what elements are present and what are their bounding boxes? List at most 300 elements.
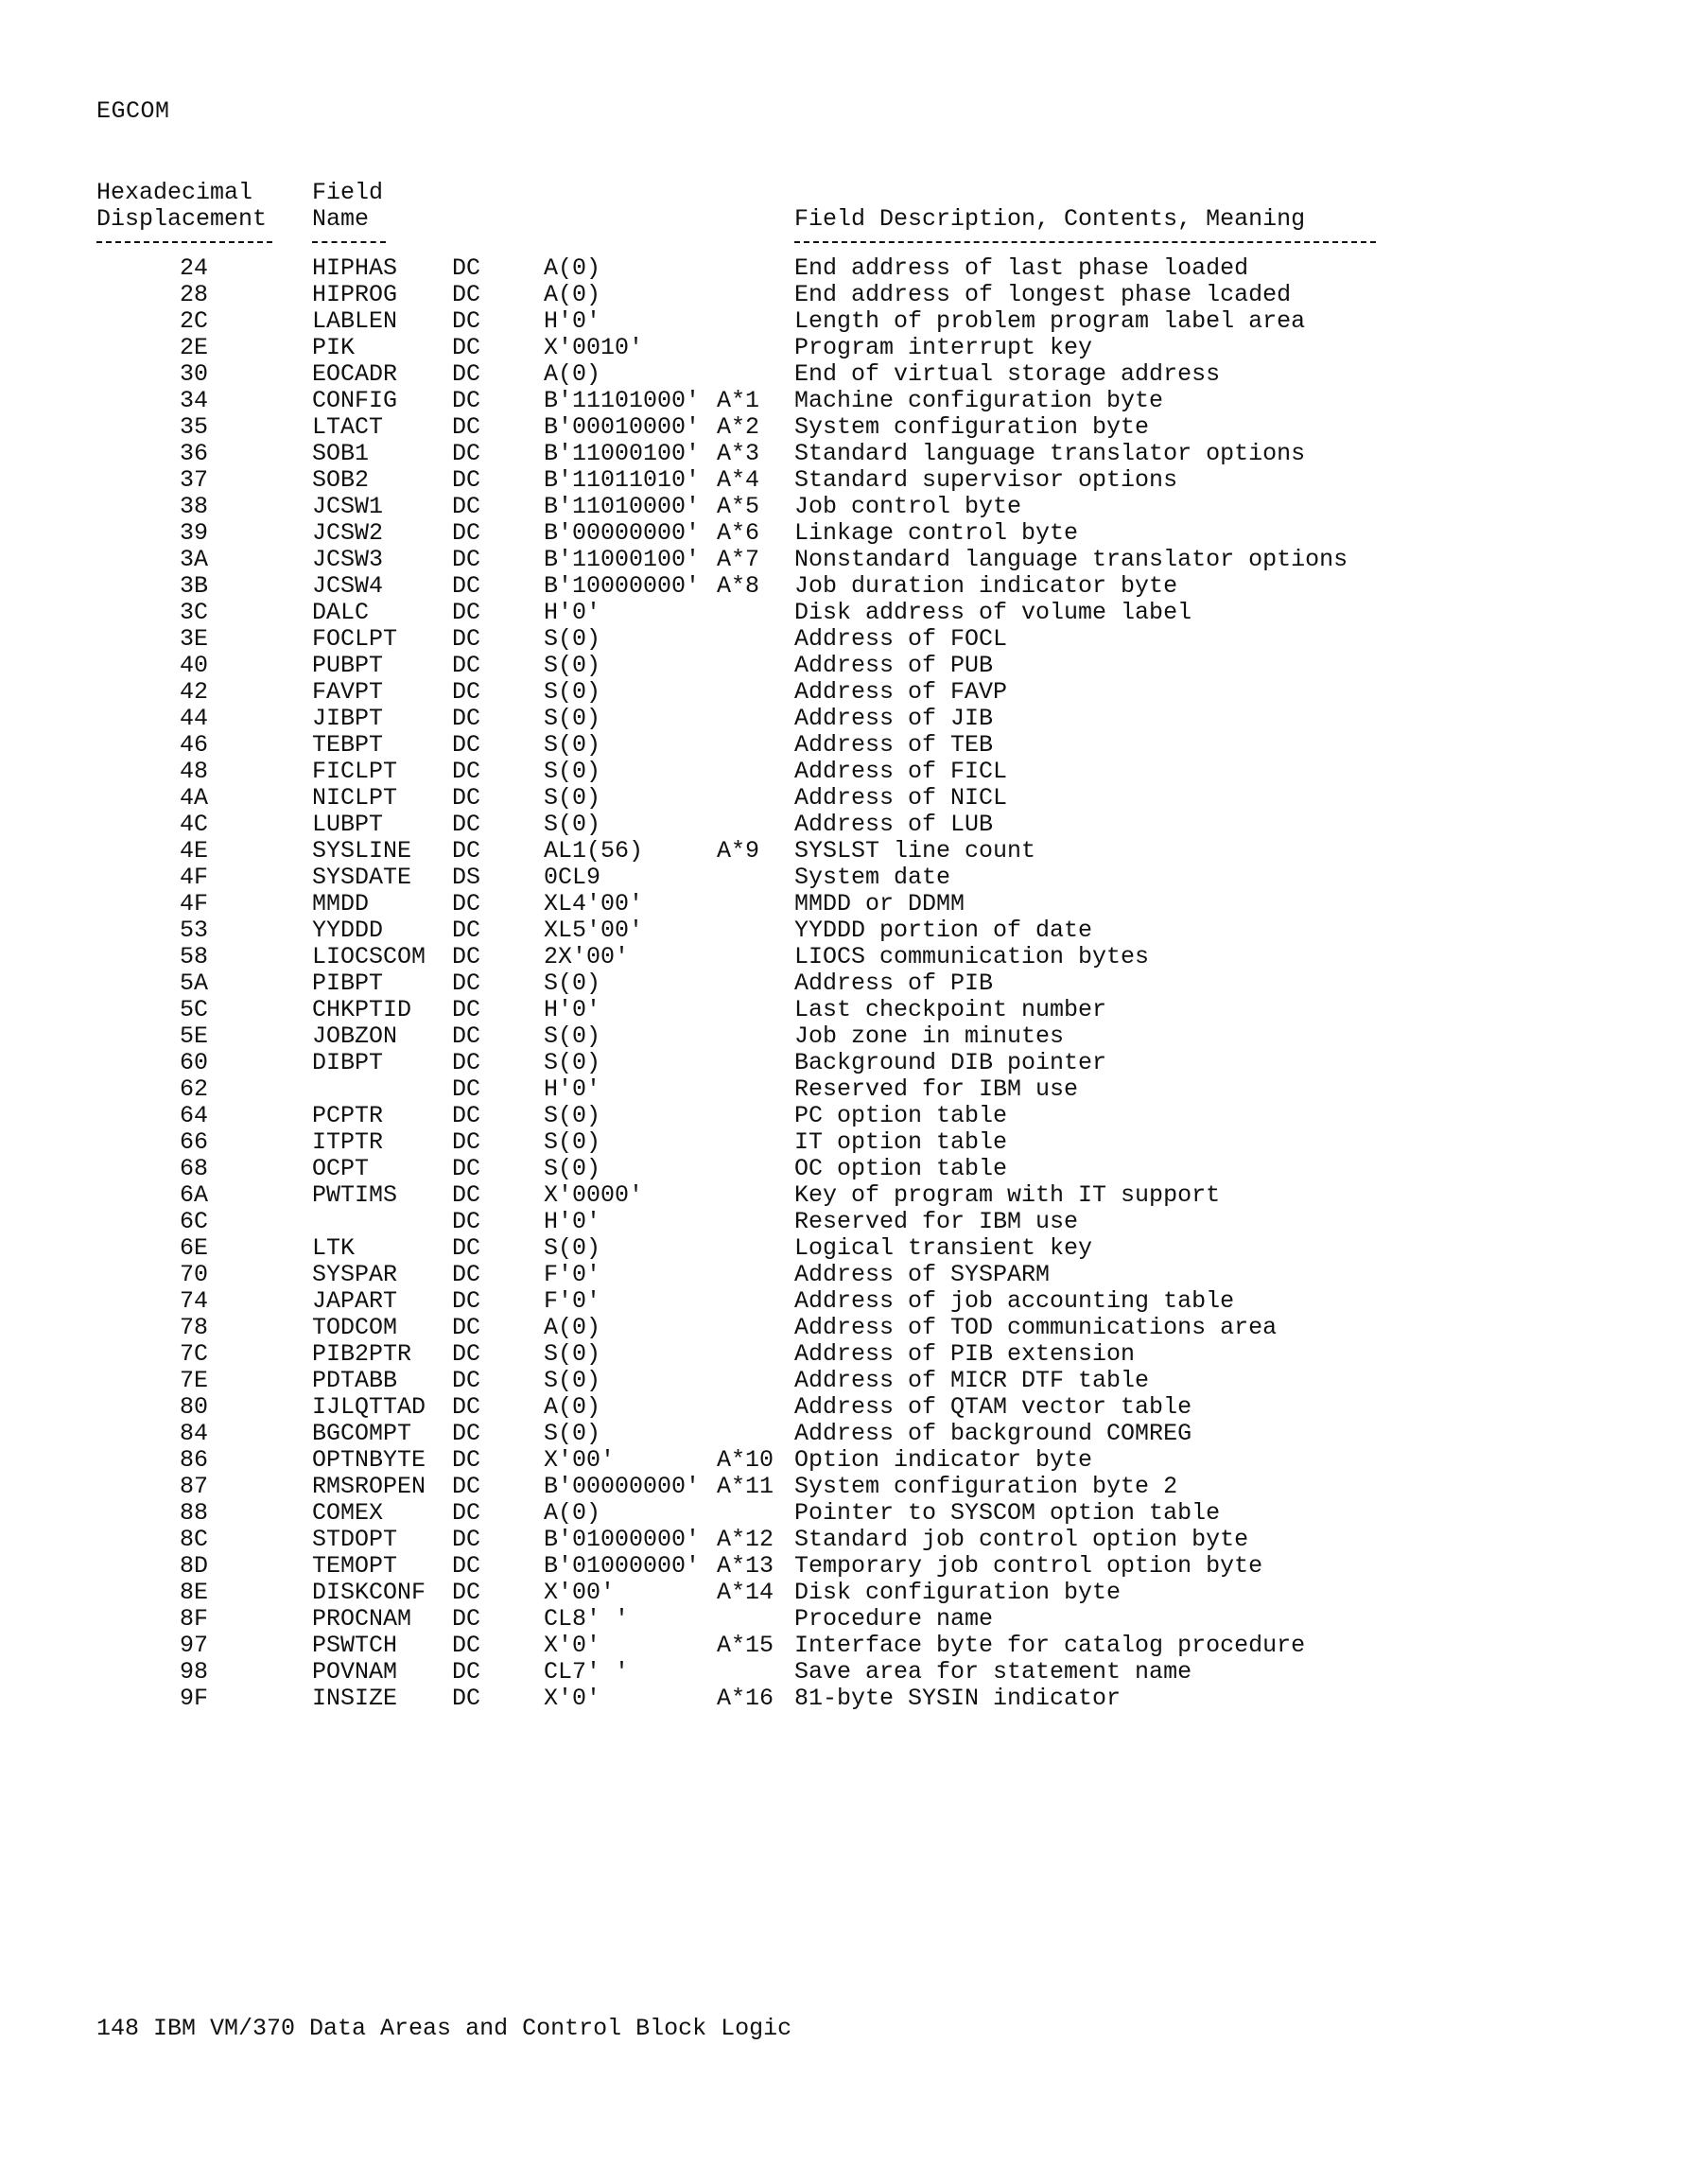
field-name-cell: TODCOM bbox=[312, 1314, 398, 1341]
field-name-cell: PDTABB bbox=[312, 1367, 398, 1394]
field-name-cell: SOB1 bbox=[312, 440, 370, 467]
field-name-cell: FOCLPT bbox=[312, 625, 398, 653]
field-name-cell: SYSPAR bbox=[312, 1261, 398, 1288]
table-row bbox=[0, 891, 1687, 917]
description-cell: Option indicator byte bbox=[794, 1446, 1093, 1474]
table-row bbox=[0, 1209, 1687, 1235]
table-row bbox=[0, 865, 1687, 891]
table-row bbox=[0, 1182, 1687, 1209]
description-cell: Last checkpoint number bbox=[794, 996, 1107, 1023]
table-row bbox=[0, 1633, 1687, 1659]
table-row bbox=[0, 308, 1687, 335]
field-name-cell: FAVPT bbox=[312, 678, 384, 706]
table-row bbox=[0, 547, 1687, 573]
table-row bbox=[0, 944, 1687, 970]
directive-cell: DC bbox=[452, 837, 481, 865]
table-row bbox=[0, 1156, 1687, 1182]
description-cell: LIOCS communication bytes bbox=[794, 943, 1150, 970]
table-row bbox=[0, 785, 1687, 812]
description-cell: Address of FICL bbox=[794, 758, 1008, 785]
operand-cell: H'0' bbox=[544, 996, 601, 1023]
field-name-cell: YYDDD bbox=[312, 917, 384, 944]
description-cell: Address of TOD communications area bbox=[794, 1314, 1278, 1341]
description-cell: Temporary job control option byte bbox=[794, 1552, 1263, 1580]
field-name-cell: CONFIG bbox=[312, 387, 398, 414]
directive-cell: DC bbox=[452, 493, 481, 520]
operand-cell: S(0) bbox=[544, 1234, 601, 1262]
description-cell: Logical transient key bbox=[794, 1234, 1093, 1262]
field-name-cell: COMEX bbox=[312, 1499, 384, 1527]
description-cell: Address of PIB extension bbox=[794, 1340, 1136, 1368]
description-cell: Standard job control option byte bbox=[794, 1526, 1249, 1553]
directive-cell: DC bbox=[452, 546, 481, 573]
directive-cell: DC bbox=[452, 678, 481, 706]
table-row bbox=[0, 838, 1687, 865]
annotation-cell: A*16 bbox=[717, 1685, 774, 1712]
displacement-cell: 46 bbox=[179, 731, 208, 759]
operand-cell: A(0) bbox=[544, 1314, 601, 1341]
description-cell: MMDD or DDMM bbox=[794, 890, 965, 917]
table-row bbox=[0, 1076, 1687, 1103]
displacement-cell: 74 bbox=[179, 1287, 208, 1315]
operand-cell: B'01000000' bbox=[544, 1552, 701, 1580]
field-name-cell: PIBPT bbox=[312, 970, 384, 997]
operand-cell: S(0) bbox=[544, 678, 601, 706]
operand-cell: S(0) bbox=[544, 1049, 601, 1076]
field-name-cell: HIPHAS bbox=[312, 254, 398, 282]
table-row bbox=[0, 1262, 1687, 1288]
directive-cell: DC bbox=[452, 1128, 481, 1156]
table-row bbox=[0, 1659, 1687, 1686]
displacement-cell: 9F bbox=[179, 1685, 208, 1712]
field-name-cell: JOBZON bbox=[312, 1022, 398, 1050]
directive-cell: DC bbox=[452, 1234, 481, 1262]
table-row bbox=[0, 970, 1687, 997]
operand-cell: X'0' bbox=[544, 1685, 601, 1712]
displacement-cell: 30 bbox=[179, 360, 208, 388]
annotation-cell: A*2 bbox=[717, 413, 760, 441]
description-cell: SYSLST line count bbox=[794, 837, 1036, 865]
directive-cell: DC bbox=[452, 387, 481, 414]
field-name-cell: JIBPT bbox=[312, 705, 384, 732]
directive-cell: DC bbox=[452, 705, 481, 732]
description-cell: Job control byte bbox=[794, 493, 1022, 520]
table-row bbox=[0, 467, 1687, 494]
displacement-cell: 7C bbox=[179, 1340, 208, 1368]
operand-cell: B'00000000' bbox=[544, 519, 701, 547]
description-cell: Address of TEB bbox=[794, 731, 994, 759]
operand-cell: H'0' bbox=[544, 1208, 601, 1235]
directive-cell: DC bbox=[452, 254, 481, 282]
displacement-cell: 48 bbox=[179, 758, 208, 785]
field-name-cell: TEMOPT bbox=[312, 1552, 398, 1580]
directive-cell: DC bbox=[452, 1261, 481, 1288]
table-row bbox=[0, 1447, 1687, 1474]
annotation-cell: A*15 bbox=[717, 1632, 774, 1659]
field-name-cell: DIBPT bbox=[312, 1049, 384, 1076]
directive-cell: DC bbox=[452, 1446, 481, 1474]
field-name-cell: JCSW3 bbox=[312, 546, 384, 573]
displacement-cell: 62 bbox=[179, 1075, 208, 1103]
displacement-cell: 53 bbox=[179, 917, 208, 944]
annotation-cell: A*4 bbox=[717, 466, 760, 494]
field-name-cell: LTACT bbox=[312, 413, 384, 441]
directive-cell: DC bbox=[452, 1314, 481, 1341]
directive-cell: DC bbox=[452, 1605, 481, 1633]
field-name-cell: PROCNAM bbox=[312, 1605, 412, 1633]
directive-cell: DC bbox=[452, 1367, 481, 1394]
directive-cell: DC bbox=[452, 943, 481, 970]
displacement-cell: 3B bbox=[179, 572, 208, 600]
operand-cell: F'0' bbox=[544, 1261, 601, 1288]
operand-cell: S(0) bbox=[544, 652, 601, 679]
directive-cell: DC bbox=[452, 625, 481, 653]
operand-cell: S(0) bbox=[544, 1420, 601, 1447]
directive-cell: DC bbox=[452, 811, 481, 838]
directive-cell: DC bbox=[452, 1658, 481, 1686]
table-row bbox=[0, 653, 1687, 679]
directive-cell: DC bbox=[452, 1049, 481, 1076]
directive-cell: DC bbox=[452, 1287, 481, 1315]
description-cell: Program interrupt key bbox=[794, 334, 1093, 361]
field-name-cell: LABLEN bbox=[312, 307, 398, 335]
directive-cell: DC bbox=[452, 1420, 481, 1447]
directive-cell: DC bbox=[452, 1340, 481, 1368]
displacement-cell: 38 bbox=[179, 493, 208, 520]
description-cell: Standard language translator options bbox=[794, 440, 1306, 467]
directive-cell: DC bbox=[452, 1393, 481, 1421]
table-row bbox=[0, 1527, 1687, 1553]
table-row bbox=[0, 494, 1687, 520]
displacement-cell: 3E bbox=[179, 625, 208, 653]
table-row bbox=[0, 573, 1687, 600]
description-cell: Background DIB pointer bbox=[794, 1049, 1107, 1076]
table-row bbox=[0, 1129, 1687, 1156]
directive-cell: DC bbox=[452, 996, 481, 1023]
displacement-cell: 2E bbox=[179, 334, 208, 361]
table-row bbox=[0, 600, 1687, 626]
header-name-line2: Name bbox=[312, 205, 370, 233]
annotation-cell: A*8 bbox=[717, 572, 760, 600]
field-name-cell: TEBPT bbox=[312, 731, 384, 759]
displacement-cell: 64 bbox=[179, 1102, 208, 1129]
directive-cell: DC bbox=[452, 970, 481, 997]
description-cell: Key of program with IT support bbox=[794, 1181, 1221, 1209]
operand-cell: XL4'00' bbox=[544, 890, 644, 917]
operand-cell: X'00' bbox=[544, 1579, 616, 1606]
table-row bbox=[0, 1050, 1687, 1076]
operand-cell: A(0) bbox=[544, 281, 601, 308]
description-cell: Address of LUB bbox=[794, 811, 994, 838]
description-cell: Job duration indicator byte bbox=[794, 572, 1178, 600]
operand-cell: H'0' bbox=[544, 307, 601, 335]
description-cell: YYDDD portion of date bbox=[794, 917, 1093, 944]
field-name-cell: EOCADR bbox=[312, 360, 398, 388]
page-footer: 148 IBM VM/370 Data Areas and Control Block Logic bbox=[96, 2015, 792, 2042]
field-name-cell: NICLPT bbox=[312, 784, 398, 812]
displacement-cell: 4E bbox=[179, 837, 208, 865]
field-name-cell: ITPTR bbox=[312, 1128, 384, 1156]
operand-cell: S(0) bbox=[544, 970, 601, 997]
table-row bbox=[0, 1368, 1687, 1394]
description-cell: Save area for statement name bbox=[794, 1658, 1192, 1686]
operand-cell: B'01000000' bbox=[544, 1526, 701, 1553]
operand-cell: S(0) bbox=[544, 784, 601, 812]
description-cell: Address of FAVP bbox=[794, 678, 1008, 706]
description-cell: Nonstandard language translator options bbox=[794, 546, 1348, 573]
operand-cell: B'00010000' bbox=[544, 413, 701, 441]
directive-cell: DC bbox=[452, 1632, 481, 1659]
displacement-cell: 4F bbox=[179, 890, 208, 917]
operand-cell: 0CL9 bbox=[544, 864, 601, 891]
page-header: EGCOM bbox=[96, 97, 170, 125]
directive-cell: DC bbox=[452, 917, 481, 944]
operand-cell: B'11000100' bbox=[544, 546, 701, 573]
operand-cell: F'0' bbox=[544, 1287, 601, 1315]
displacement-cell: 8D bbox=[179, 1552, 208, 1580]
field-name-cell: BGCOMPT bbox=[312, 1420, 412, 1447]
directive-cell: DC bbox=[452, 1208, 481, 1235]
description-cell: Address of SYSPARM bbox=[794, 1261, 1051, 1288]
operand-cell: B'10000000' bbox=[544, 572, 701, 600]
annotation-cell: A*13 bbox=[717, 1552, 774, 1580]
header-name-line1: Field bbox=[312, 179, 384, 206]
directive-cell: DC bbox=[452, 1022, 481, 1050]
field-name-cell: SOB2 bbox=[312, 466, 370, 494]
field-name-cell: RMSROPEN bbox=[312, 1473, 426, 1500]
field-name-cell: INSIZE bbox=[312, 1685, 398, 1712]
operand-cell: S(0) bbox=[544, 705, 601, 732]
displacement-cell: 6E bbox=[179, 1234, 208, 1262]
description-cell: Disk address of volume label bbox=[794, 599, 1192, 626]
rule-description bbox=[794, 241, 1376, 243]
field-name-cell: LTK bbox=[312, 1234, 356, 1262]
description-cell: 81-byte SYSIN indicator bbox=[794, 1685, 1122, 1712]
displacement-cell: 40 bbox=[179, 652, 208, 679]
column-headers bbox=[0, 180, 1687, 255]
directive-cell: DC bbox=[452, 1102, 481, 1129]
operand-cell: CL8' ' bbox=[544, 1605, 630, 1633]
table-row bbox=[0, 997, 1687, 1023]
field-name-cell: SYSDATE bbox=[312, 864, 412, 891]
header-description: Field Description, Contents, Meaning bbox=[794, 205, 1306, 233]
description-cell: Job zone in minutes bbox=[794, 1022, 1065, 1050]
field-name-cell: FICLPT bbox=[312, 758, 398, 785]
directive-cell: DC bbox=[452, 1552, 481, 1580]
table-row bbox=[0, 812, 1687, 838]
operand-cell: A(0) bbox=[544, 254, 601, 282]
table-row bbox=[0, 414, 1687, 441]
displacement-cell: 60 bbox=[179, 1049, 208, 1076]
table-row bbox=[0, 1580, 1687, 1606]
annotation-cell: A*9 bbox=[717, 837, 760, 865]
directive-cell: DC bbox=[452, 281, 481, 308]
table-row bbox=[0, 706, 1687, 732]
directive-cell: DC bbox=[452, 1181, 481, 1209]
table-row bbox=[0, 520, 1687, 547]
displacement-cell: 7E bbox=[179, 1367, 208, 1394]
operand-cell: B'11101000' bbox=[544, 387, 701, 414]
operand-cell: B'11000100' bbox=[544, 440, 701, 467]
operand-cell: B'11011010' bbox=[544, 466, 701, 494]
displacement-cell: 44 bbox=[179, 705, 208, 732]
displacement-cell: 36 bbox=[179, 440, 208, 467]
field-name-cell: JCSW4 bbox=[312, 572, 384, 600]
displacement-cell: 28 bbox=[179, 281, 208, 308]
operand-cell: S(0) bbox=[544, 1155, 601, 1182]
operand-cell: S(0) bbox=[544, 811, 601, 838]
operand-cell: A(0) bbox=[544, 1393, 601, 1421]
field-name-cell: CHKPTID bbox=[312, 996, 412, 1023]
description-cell: IT option table bbox=[794, 1128, 1008, 1156]
displacement-cell: 97 bbox=[179, 1632, 208, 1659]
table-row bbox=[0, 917, 1687, 944]
operand-cell: H'0' bbox=[544, 1075, 601, 1103]
operand-cell: S(0) bbox=[544, 1128, 601, 1156]
field-name-cell: HIPROG bbox=[312, 281, 398, 308]
table-row bbox=[0, 335, 1687, 361]
table-row bbox=[0, 388, 1687, 414]
description-cell: PC option table bbox=[794, 1102, 1008, 1129]
field-table bbox=[0, 255, 1687, 1712]
field-name-cell: PIB2PTR bbox=[312, 1340, 412, 1368]
operand-cell: H'0' bbox=[544, 599, 601, 626]
displacement-cell: 87 bbox=[179, 1473, 208, 1500]
displacement-cell: 4F bbox=[179, 864, 208, 891]
table-row bbox=[0, 1288, 1687, 1315]
displacement-cell: 5E bbox=[179, 1022, 208, 1050]
operand-cell: AL1(56) bbox=[544, 837, 644, 865]
table-row bbox=[0, 1606, 1687, 1633]
directive-cell: DC bbox=[452, 1075, 481, 1103]
field-name-cell: LUBPT bbox=[312, 811, 384, 838]
description-cell: Disk configuration byte bbox=[794, 1579, 1122, 1606]
description-cell: Linkage control byte bbox=[794, 519, 1079, 547]
displacement-cell: 80 bbox=[179, 1393, 208, 1421]
annotation-cell: A*12 bbox=[717, 1526, 774, 1553]
field-name-cell: JCSW2 bbox=[312, 519, 384, 547]
field-name-cell: PIK bbox=[312, 334, 356, 361]
displacement-cell: 5C bbox=[179, 996, 208, 1023]
operand-cell: S(0) bbox=[544, 758, 601, 785]
description-cell: Length of problem program label area bbox=[794, 307, 1306, 335]
description-cell: Address of MICR DTF table bbox=[794, 1367, 1150, 1394]
field-name-cell: STDOPT bbox=[312, 1526, 398, 1553]
annotation-cell: A*3 bbox=[717, 440, 760, 467]
operand-cell: S(0) bbox=[544, 731, 601, 759]
displacement-cell: 3C bbox=[179, 599, 208, 626]
operand-cell: XL5'00' bbox=[544, 917, 644, 944]
table-row bbox=[0, 1394, 1687, 1421]
description-cell: Machine configuration byte bbox=[794, 387, 1164, 414]
operand-cell: X'0' bbox=[544, 1632, 601, 1659]
displacement-cell: 2C bbox=[179, 307, 208, 335]
directive-cell: DS bbox=[452, 864, 481, 891]
operand-cell: X'00' bbox=[544, 1446, 616, 1474]
directive-cell: DC bbox=[452, 1579, 481, 1606]
field-name-cell: JCSW1 bbox=[312, 493, 384, 520]
directive-cell: DC bbox=[452, 466, 481, 494]
operand-cell: S(0) bbox=[544, 1022, 601, 1050]
directive-cell: DC bbox=[452, 599, 481, 626]
field-name-cell: LIOCSCOM bbox=[312, 943, 426, 970]
description-cell: System configuration byte bbox=[794, 413, 1150, 441]
displacement-cell: 58 bbox=[179, 943, 208, 970]
field-name-cell: OPTNBYTE bbox=[312, 1446, 426, 1474]
displacement-cell: 70 bbox=[179, 1261, 208, 1288]
directive-cell: DC bbox=[452, 731, 481, 759]
table-row bbox=[0, 1023, 1687, 1050]
header-displacement-line1: Hexadecimal bbox=[96, 179, 253, 206]
rule-displacement bbox=[96, 241, 272, 243]
header-displacement-line2: Displacement bbox=[96, 205, 268, 233]
directive-cell: DC bbox=[452, 784, 481, 812]
description-cell: System configuration byte 2 bbox=[794, 1473, 1178, 1500]
displacement-cell: 8E bbox=[179, 1579, 208, 1606]
operand-cell: A(0) bbox=[544, 1499, 601, 1527]
directive-cell: DC bbox=[452, 1155, 481, 1182]
displacement-cell: 8C bbox=[179, 1526, 208, 1553]
displacement-cell: 98 bbox=[179, 1658, 208, 1686]
table-row bbox=[0, 626, 1687, 653]
displacement-cell: 78 bbox=[179, 1314, 208, 1341]
field-name-cell: JAPART bbox=[312, 1287, 398, 1315]
displacement-cell: 8F bbox=[179, 1605, 208, 1633]
table-row bbox=[0, 1686, 1687, 1712]
operand-cell: B'11010000' bbox=[544, 493, 701, 520]
description-cell: Address of QTAM vector table bbox=[794, 1393, 1192, 1421]
directive-cell: DC bbox=[452, 572, 481, 600]
table-row bbox=[0, 732, 1687, 759]
directive-cell: DC bbox=[452, 758, 481, 785]
table-row bbox=[0, 759, 1687, 785]
field-name-cell: PWTIMS bbox=[312, 1181, 398, 1209]
displacement-cell: 66 bbox=[179, 1128, 208, 1156]
directive-cell: DC bbox=[452, 307, 481, 335]
displacement-cell: 4C bbox=[179, 811, 208, 838]
displacement-cell: 68 bbox=[179, 1155, 208, 1182]
operand-cell: S(0) bbox=[544, 1340, 601, 1368]
description-cell: Address of FOCL bbox=[794, 625, 1008, 653]
field-name-cell: SYSLINE bbox=[312, 837, 412, 865]
operand-cell: X'0010' bbox=[544, 334, 644, 361]
table-row bbox=[0, 441, 1687, 467]
directive-cell: DC bbox=[452, 360, 481, 388]
displacement-cell: 5A bbox=[179, 970, 208, 997]
directive-cell: DC bbox=[452, 1685, 481, 1712]
description-cell: Pointer to SYSCOM option table bbox=[794, 1499, 1221, 1527]
directive-cell: DC bbox=[452, 440, 481, 467]
operand-cell: S(0) bbox=[544, 1102, 601, 1129]
table-row bbox=[0, 1341, 1687, 1368]
displacement-cell: 37 bbox=[179, 466, 208, 494]
operand-cell: B'00000000' bbox=[544, 1473, 701, 1500]
operand-cell: CL7' ' bbox=[544, 1658, 630, 1686]
description-cell: Reserved for IBM use bbox=[794, 1075, 1079, 1103]
displacement-cell: 24 bbox=[179, 254, 208, 282]
table-row bbox=[0, 1474, 1687, 1500]
field-name-cell: MMDD bbox=[312, 890, 370, 917]
displacement-cell: 86 bbox=[179, 1446, 208, 1474]
description-cell: Reserved for IBM use bbox=[794, 1208, 1079, 1235]
displacement-cell: 34 bbox=[179, 387, 208, 414]
description-cell: OC option table bbox=[794, 1155, 1008, 1182]
displacement-cell: 42 bbox=[179, 678, 208, 706]
directive-cell: DC bbox=[452, 334, 481, 361]
displacement-cell: 35 bbox=[179, 413, 208, 441]
description-cell: Procedure name bbox=[794, 1605, 994, 1633]
annotation-cell: A*1 bbox=[717, 387, 760, 414]
